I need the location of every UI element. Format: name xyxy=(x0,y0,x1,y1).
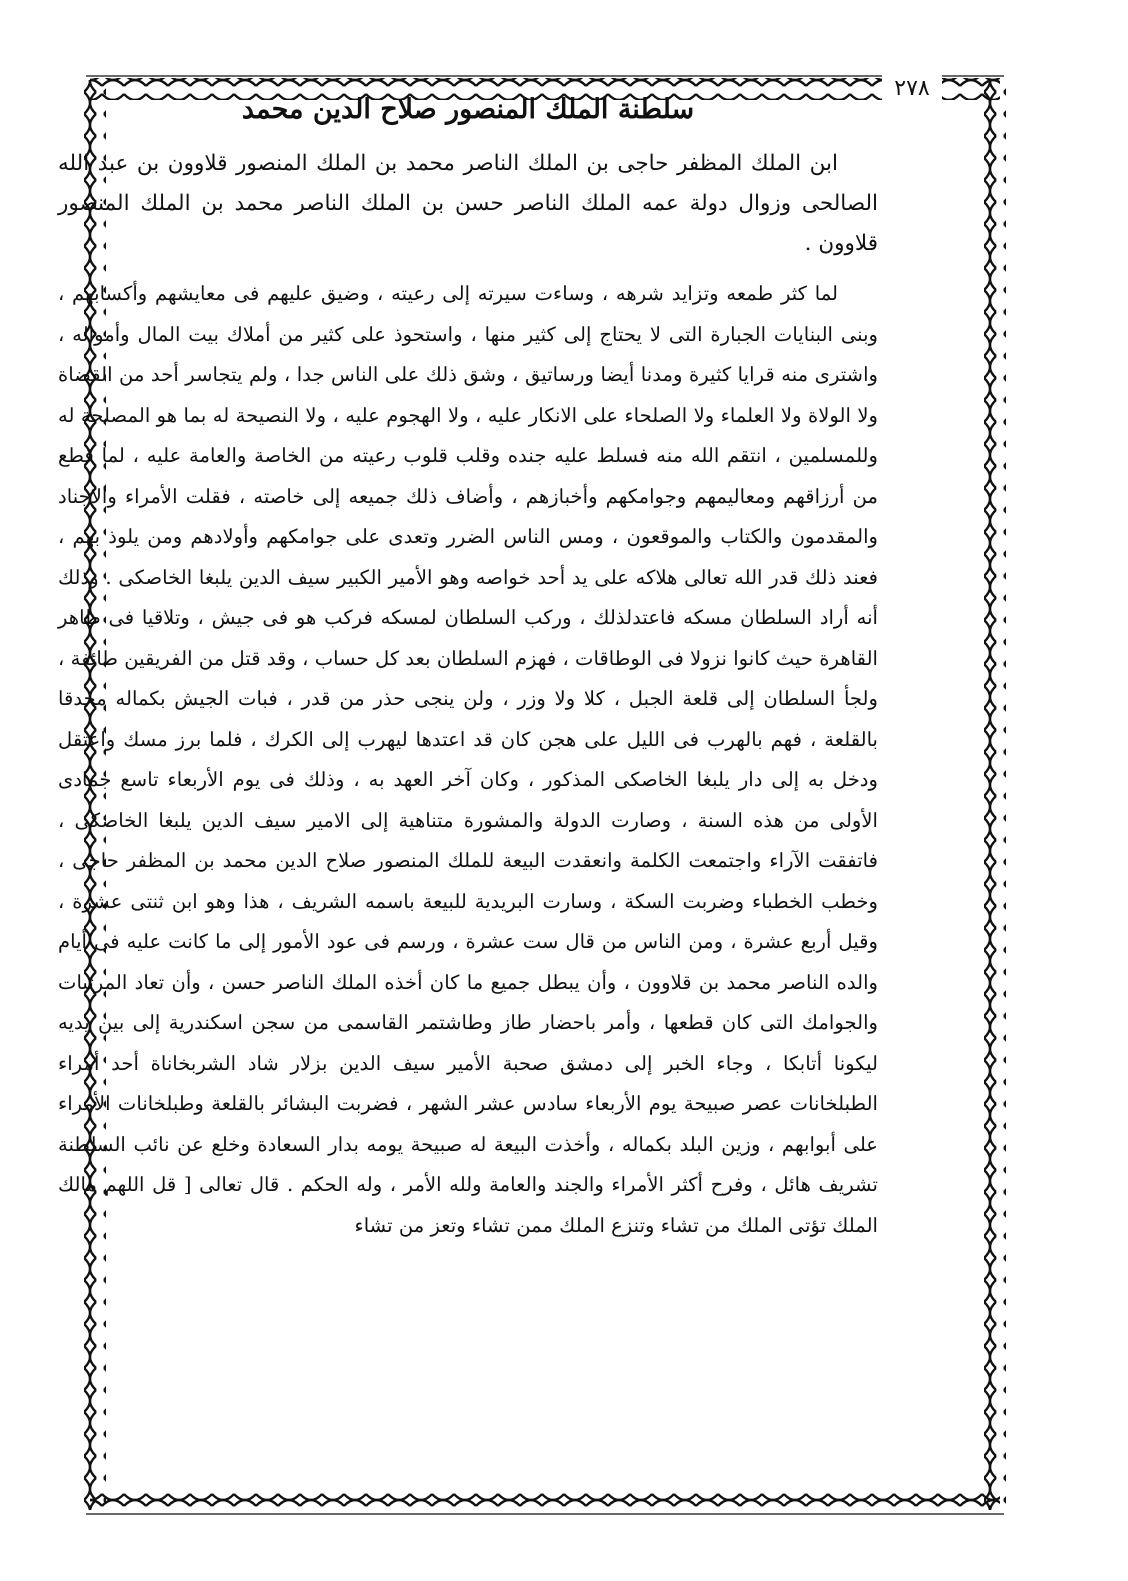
body-paragraph: لما كثر طمعه وتزايد شرهه ، وساءت سيرته إلى رعيته ، وضيق عليهم فى معايشهم وأكسابهم ، وبنى البنايات الجبارة التى لا يحتاج إلى كثير منها ، واستحوذ على كثير من أملاك بيت المال وأمواله ، واشترى منه قرايا كثيرة ومدنا أيضا ورساتيق ، وشق ذلك على الناس جدا ، ولم يتجاسر أحد من القضاة ولا الولاة ولا العلماء ولا الصلحاء على الانكار عليه ، ولا الهجوم عليه ، ولا النصيحة له بما هو المصلحة له وللمسلمين ، انتقم الله منه فسلط عليه جنده وقلب قلوب رعيته من الخاصة والعامة عليه ، لما قطع من أرزاقهم ومعاليمهم وجوامكهم وأخبازهم ، وأضاف ذلك جميعه إلى خاصته ، فقلت الأمراء والاجناد والمقدمون والكتاب والموقعون ، ومس الناس الضرر وتعدى على جوامكهم وأولادهم ومن يلوذ بهم ، فعند ذلك قدر الله تعالى هلاكه على يد أحد خواصه وهو الأمير الكبير سيف الدين يلبغا الخاصكى . وذلك أنه أراد السلطان مسكه فاعتدلذلك ، وركب السلطان لمسكه فركب هو فى جيش ، وتلاقيا فى ظاهر القاهرة حيث كانوا نزولا فى الوطاقات ، فهزم السلطان بعد كل حساب ، وقد قتل من الفريقين طائفة ، ولجأ السلطان إلى قلعة الجبل ، كلا ولا وزر ، ولن ينجى حذر من قدر ، فبات الجيش بكماله محدقا بالقلعة ، فهم بالهرب فى الليل على هجن كان قد اعتدها ليهرب إلى الكرك ، فلما برز مسك واعتقل ودخل به إلى دار يلبغا الخاصكى المذكور ، وكان آخر العهد به ، وذلك فى يوم الأربعاء تاسع جمادى الأولى من هذه السنة ، وصارت الدولة والمشورة متناهية إلى الامير سيف الدين يلبغا الخاصكى ، فاتفقت الآراء واجتمعت الكلمة وانعقدت البيعة للملك المنصور صلاح الدين محمد بن المظفر حاجى ، وخطب الخطباء وضربت السكة ، وسارت البريدية للبيعة باسمه الشريف ، هذا وهو ابن ثنتى عشرة ، وقيل أربع عشرة ، ومن الناس من قال ست عشرة ، ورسم فى عود الأمور إلى ما كانت عليه فى أيام والده الناصر محمد بن قلاوون ، وأن يبطل جميع ما كان أخذه الملك الناصر حسن ، وأن تعاد المرتبات والجوامك التى كان قطعها ، وأمر باحضار طاز وطاشتمر القاسمى من سجن اسكندرية إلى بين يديه ليكونا أتابكا ، وجاء الخبر إلى دمشق صحبة الأمير سيف الدين بزلار شاد الشربخاناة أحد أمراء الطبلخانات عصر صبيحة يوم الأربعاء سادس عشر الشهر ، فضربت البشائر بالقلعة وطبلخانات الأمراء على أبوابهم ، وزين البلد بكماله ، وأخذت البيعة له صبيحة يومه بدار السعادة وخلع عن نائب السلطنة تشريف هائل ، وفرح أكثر الأمراء والجند والعامة ولله الأمر ، وله الحكم . قال تعالى [ قل اللهم مالك الملك تؤتى الملك من تشاء وتنزع الملك ممن تشاء وتعز من تشاء xyxy=(58,282,878,1237)
page-content xyxy=(58,90,878,1410)
chapter-title: سلطنة الملك المنصور صلاح الدين محمد xyxy=(241,94,695,125)
chapter-intro: ابن الملك المظفر حاجى بن الملك الناصر محمد بن الملك المنصور قلاوون بن عبد الله الصالحى وزوال دولة عمه الملك الناصر حسن بن الملك الناصر محمد بن الملك المنصور قلاوون . xyxy=(58,151,878,256)
page-number: ٢٧٨ xyxy=(882,74,942,104)
